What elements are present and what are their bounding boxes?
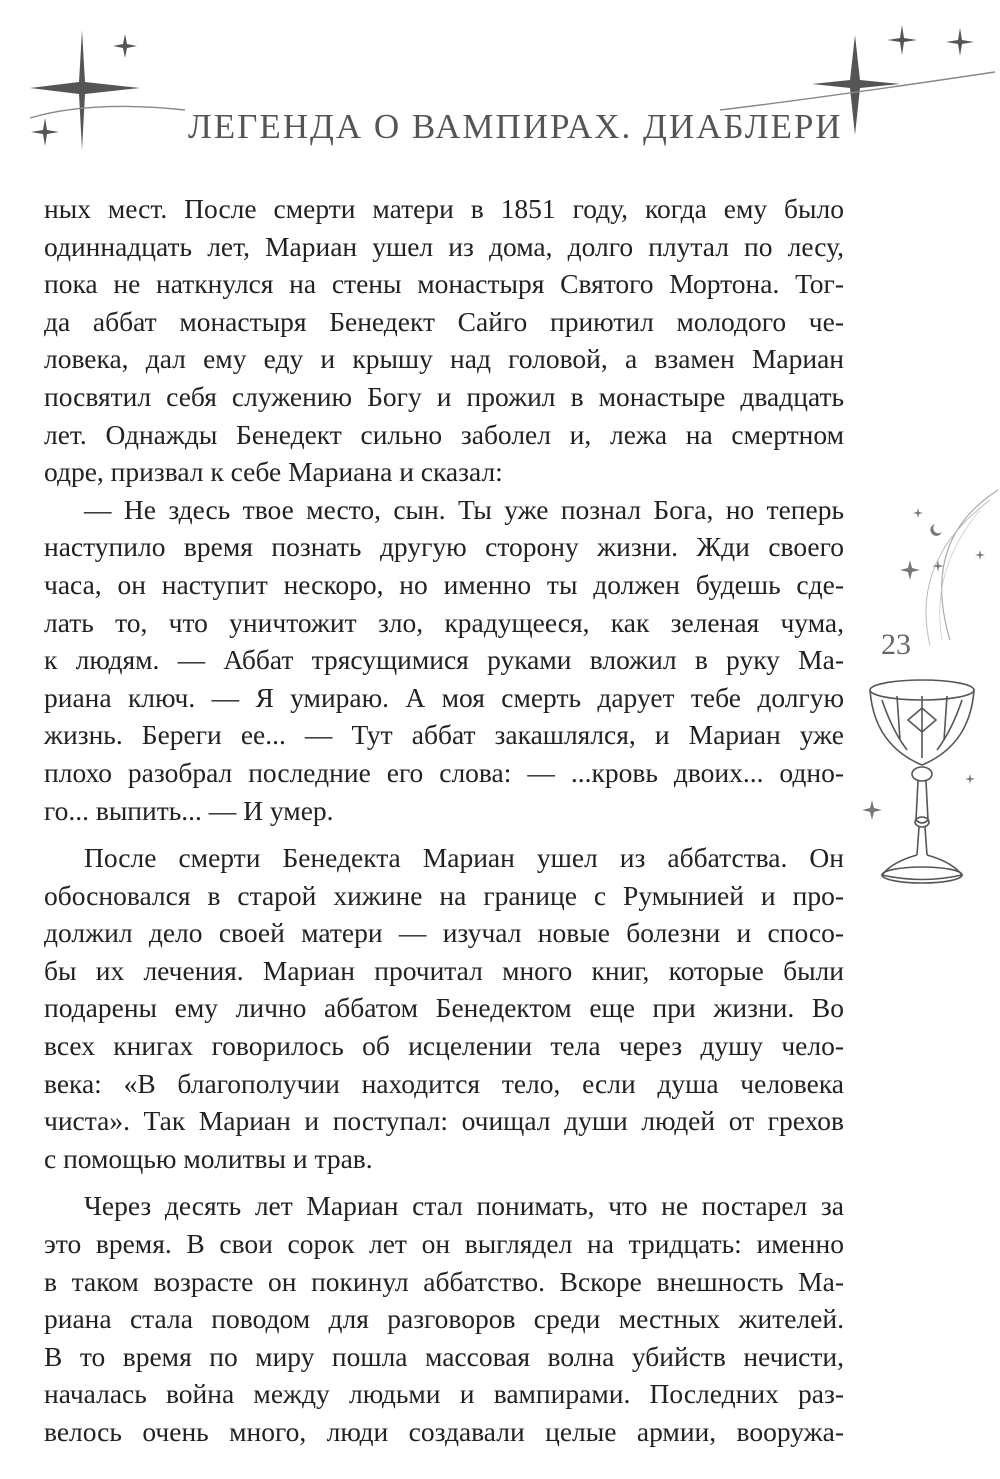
text-line: В то время по миру пошла массовая волна убийств нечисти, [44,1340,844,1372]
paragraph [44,1187,844,1450]
text-line: к людям. — Аббат трясущимися руками вложил в руку Ма- [44,644,844,676]
text-line: чиста». Так Мариан и поступал: очищал души людей от грехов [44,1105,844,1137]
text-line: пока не наткнулся на стены монастыря Святого Мортона. Тог- [44,268,844,300]
text-line: бы их лечения. Мариан прочитал много книг, которые были [44,954,844,986]
text-line: обосновался в старой хижине на границе с Румынией и про- [44,879,844,911]
text-line: лет. Однажды Бенедект сильно заболел и, лежа на смертном [44,418,844,450]
star-icon [946,28,974,56]
text-line: плохо разобрал последние его слова: — ...кровь двоих... одно- [44,756,844,788]
crescent-moon-icon [930,524,942,536]
right-sparkle-ornament [720,0,1000,200]
text-line: да аббат монастыря Бенедект Сайго приютил молодого че- [44,305,844,337]
star-icon [113,34,137,58]
text-line: — Не здесь твое место, сын. Ты уже познал Бога, но теперь [84,493,844,525]
text-line: посвятил себя служению Богу и прожил в монастыре двадцать [44,380,844,412]
text-line: жизнь. Береги ее... — Тут аббат закашлялся, и Мариан уже [44,719,844,751]
paragraph [44,491,844,829]
star-icon [862,800,882,820]
running-header-title: ЛЕГЕНДА О ВАМПИРАХ. ДИАБЛЕРИ [188,107,843,147]
text-line: началась война между людьми и вампирами. Последних раз- [44,1378,844,1410]
text-line: велось очень много, люди создавали целые армии, вооружа- [44,1416,844,1447]
star-icon [965,774,975,784]
body-text [44,190,844,1451]
text-line: века: «В благополучии находится тело, если душа человека [44,1067,844,1099]
text-line: в таком возрасте он покинул аббатство. Вскоре внешность Ма- [44,1265,844,1297]
text-line: всех книгах говорилось об исцелении тела через душу чело- [44,1030,844,1062]
star-icon [975,550,985,560]
text-line: должил дело своей матери — изучал новые болезни и спосо- [44,917,844,949]
star-icon [31,118,59,146]
star-icon [900,560,920,580]
text-line: одре, призвал к себе Мариана и сказал: [44,456,503,488]
text-line: Через десять лет Мариан стал понимать, что не постарел за [84,1190,844,1222]
text-line: с помощью молитвы и трав. [44,1142,373,1174]
text-line: лать то, что уничтожит зло, крадущееся, как зеленая чума, [44,606,844,638]
text-line: риана стала поводом для разговоров среди местных жителей. [44,1303,844,1335]
paragraph [44,839,844,1177]
text-line: ловека, дал ему еду и крышу над головой, а взамен Мариан [44,343,844,375]
text-line: одиннадцать лет, Мариан ушел из дома, долго плутал по лесу, [44,230,844,262]
text-line: ных мест. После смерти матери в 1851 году, когда ему было [44,193,844,224]
goblet-icon [862,670,982,900]
text-line: После смерти Бенедекта Мариан ушел из аббатства. Он [84,842,844,874]
star-icon [913,508,923,518]
text-line: наступило время познать другую сторону жизни. Жди своего [44,531,844,563]
page-number: 23 [881,628,911,661]
text-line: это время. В свои сорок лет он выглядел на тридцать: именно [44,1228,844,1260]
star-icon [887,25,917,55]
text-line: подарены ему лично аббатом Бенедектом еще при жизни. Во [44,992,844,1024]
text-line: го... выпить... — И умер. [44,794,334,826]
text-line: часа, он наступит нескоро, но именно ты должен будешь сде- [44,568,844,600]
text-line: риана ключ. — Я умираю. А моя смерть дарует тебе долгую [44,681,844,713]
margin-swirl-ornament [880,480,1000,650]
paragraph [44,190,844,491]
left-sparkle-ornament [0,0,200,200]
